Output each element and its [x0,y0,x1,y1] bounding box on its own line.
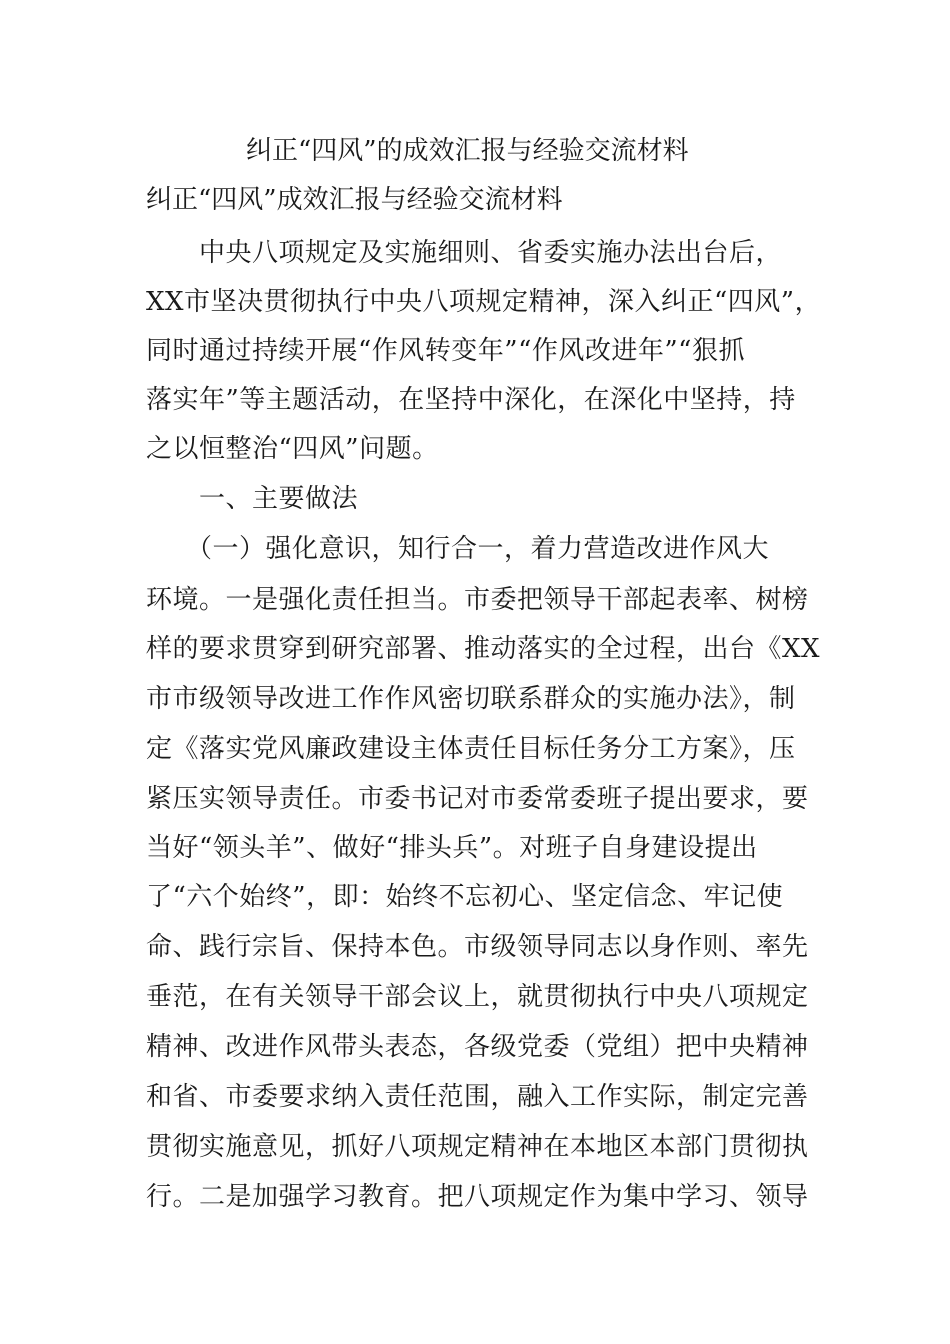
body-line: 紧压实领导责任。市委书记对市委常委班子提出要求，要 [146,784,809,814]
body-line: 之以恒整治“四风”问题。 [146,434,439,464]
body-line: 市市级领导改进工作作风密切联系群众的实施办法》，制 [146,684,796,714]
body-line: 同时通过持续开展“作风转变年”“作风改进年”“狠抓 [146,336,745,366]
body-line: 中央八项规定及实施细则、省委实施办法出台后， [146,238,783,268]
body-line: 垂范，在有关领导干部会议上，就贯彻执行中央八项规定 [146,982,809,1012]
body-line: （一）强化意识，知行合一，着力营造改进作风大 [146,534,770,564]
body-line: 精神、改进作风带头表态，各级党委（党组）把中央精神 [146,1032,809,1062]
document-title: 纠正“四风”的成效汇报与经验交流材料 [246,136,689,166]
body-line: 了“六个始终”，即：始终不忘初心、坚定信念、牢记使 [146,882,784,912]
body-line: 定《落实党风廉政建设主体责任目标任务分工方案》，压 [146,734,796,764]
body-line: 当好“领头羊”、做好“排头兵”。对班子自身建设提出 [146,833,758,863]
body-line: 行。二是加强学习教育。把八项规定作为集中学习、领导 [146,1182,809,1212]
body-line: 贯彻实施意见，抓好八项规定精神在本地区本部门贯彻执 [146,1132,809,1162]
body-line: 落实年”等主题活动，在坚持中深化，在深化中坚持，持 [146,385,796,415]
document-subtitle: 纠正“四风”成效汇报与经验交流材料 [146,185,563,215]
body-line: 命、践行宗旨、保持本色。市级领导同志以身作则、率先 [146,932,809,962]
body-line: 环境。一是强化责任担当。市委把领导干部起表率、树榜 [146,585,809,615]
body-line: 和省、市委要求纳入责任范围，融入工作实际，制定完善 [146,1082,809,1112]
section-heading: 一、主要做法 [146,484,359,514]
body-line: 样的要求贯穿到研究部署、推动落实的全过程，出台《XX [146,634,821,664]
body-line: XX市坚决贯彻执行中央八项规定精神，深入纠正“四风”， [146,287,822,317]
